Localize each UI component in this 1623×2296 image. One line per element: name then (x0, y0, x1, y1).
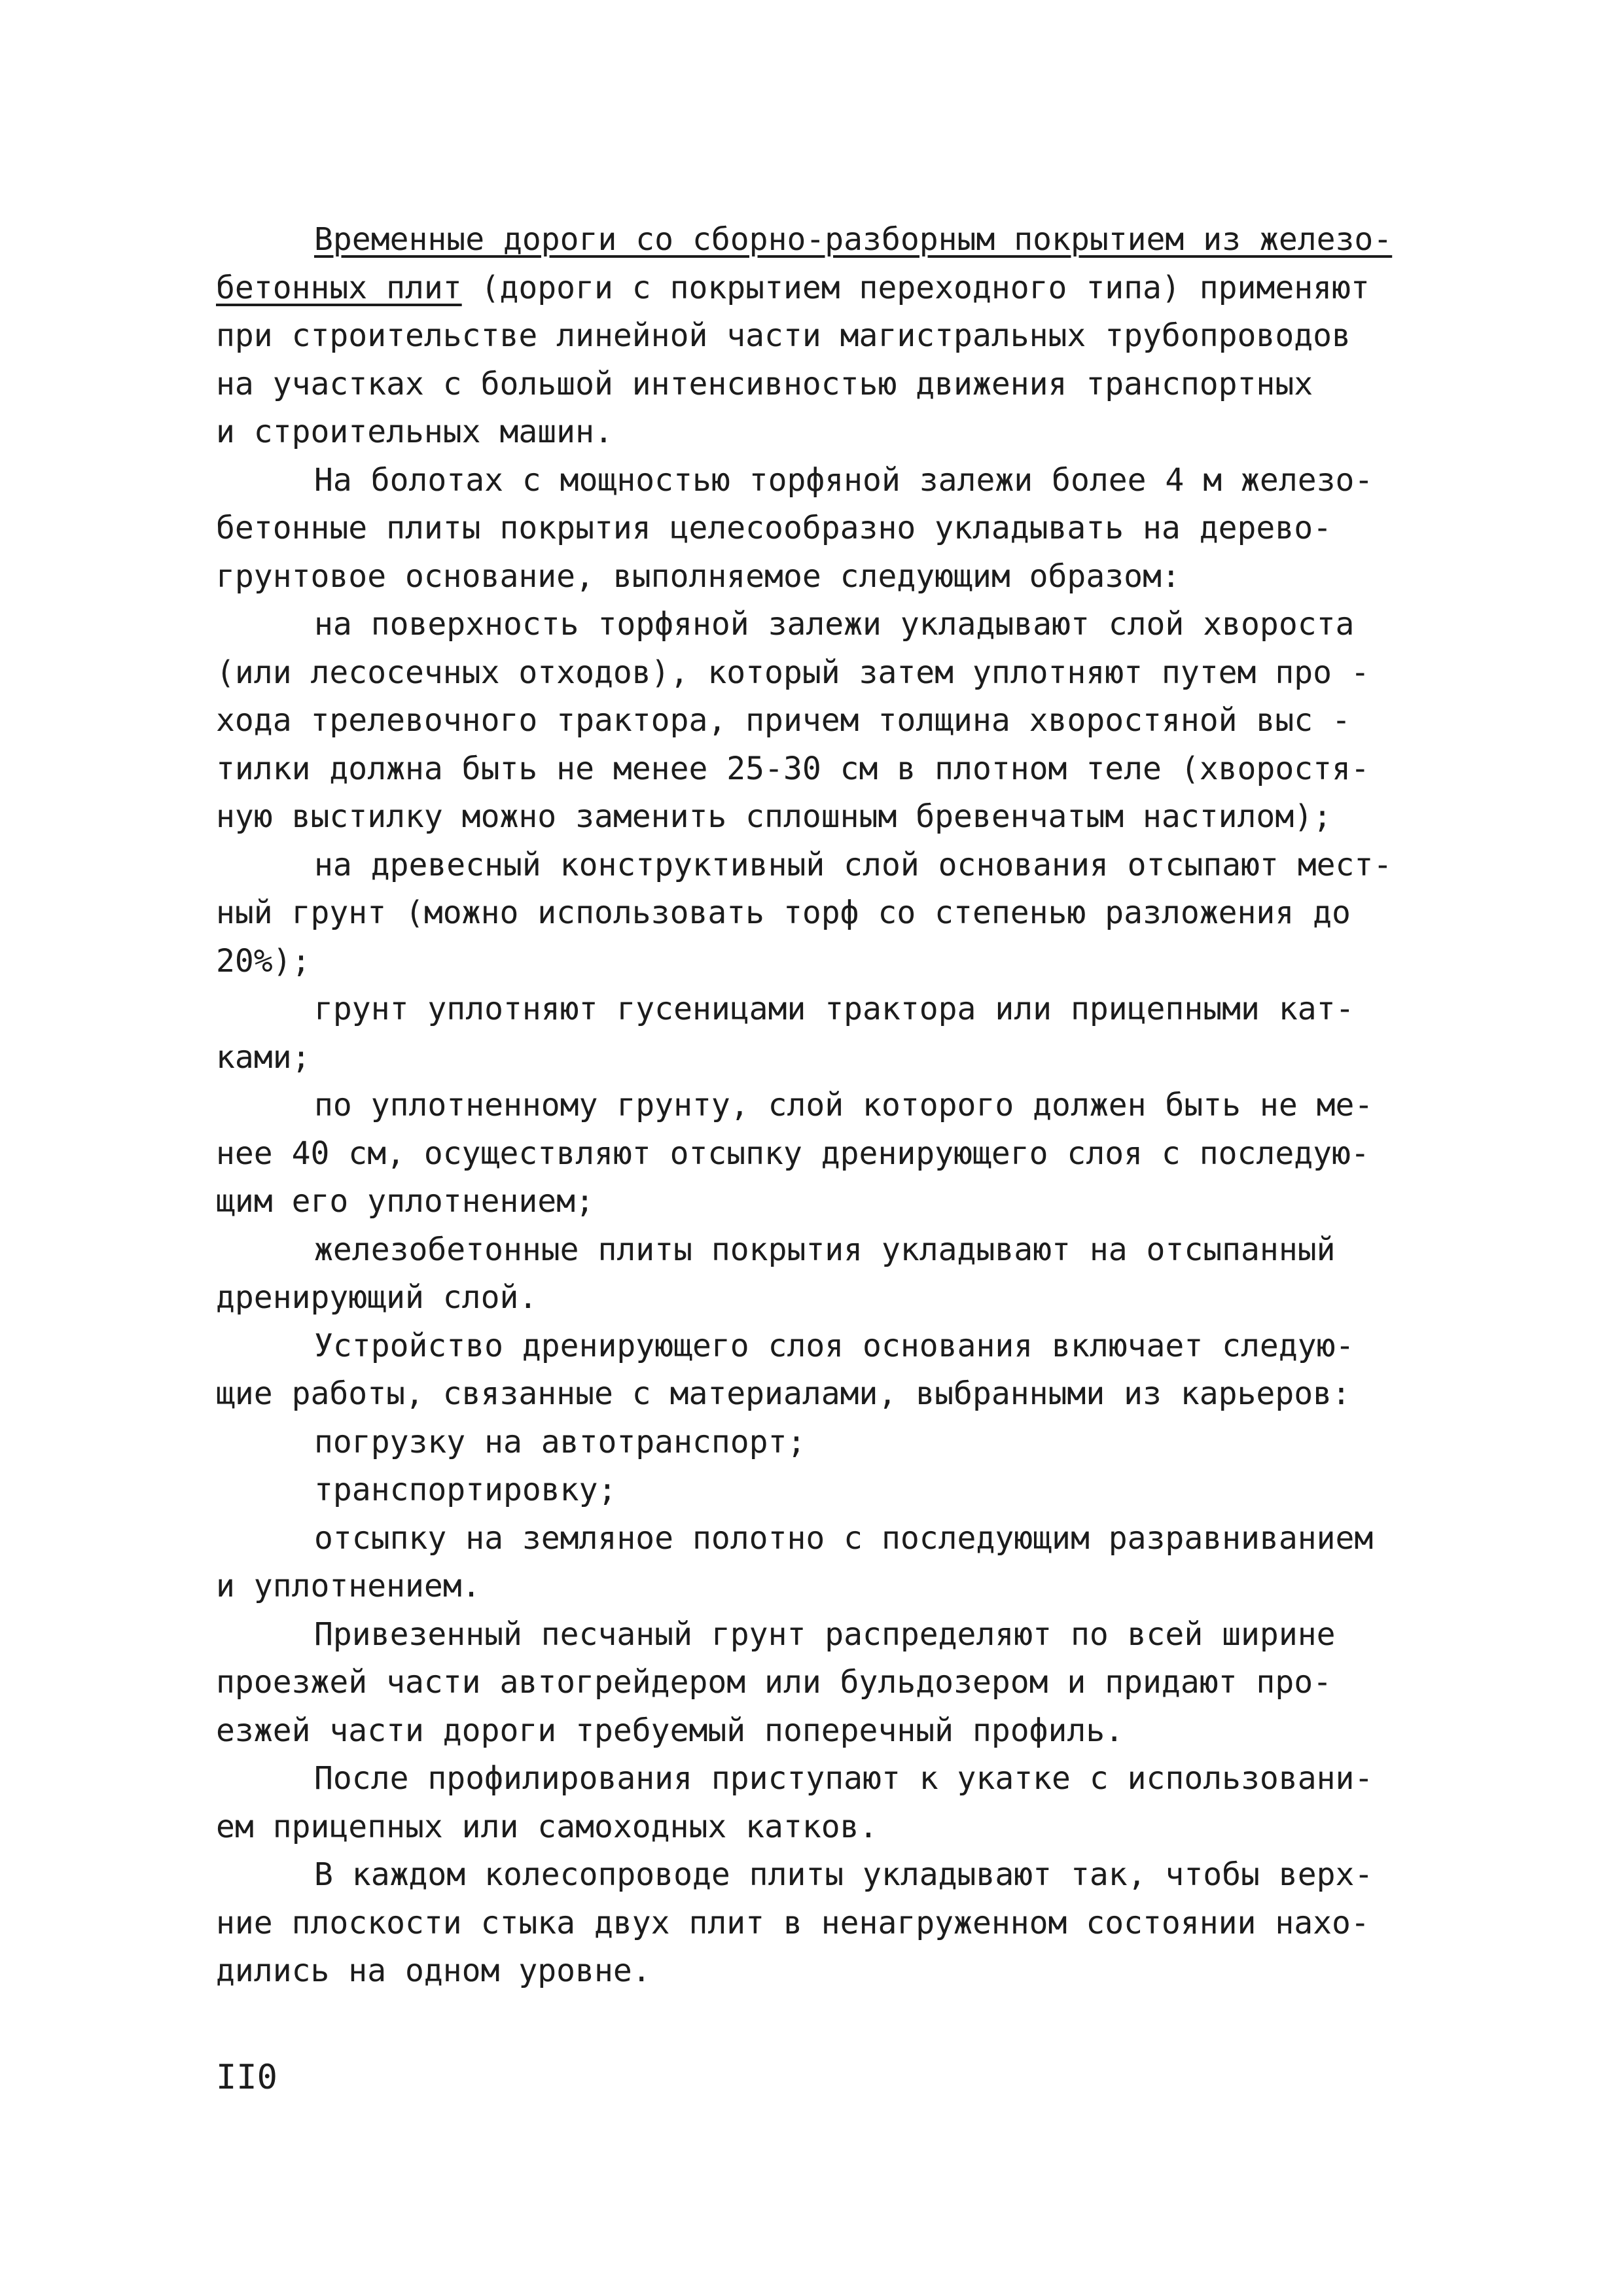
text-line (216, 361, 1414, 409)
line-text: щие работы, связанные с материалами, выбранными из карьеров: (216, 1375, 1351, 1412)
line-text: грунт уплотняют гусеницами трактора или прицепными кат- (314, 991, 1355, 1027)
text-line (216, 216, 1414, 264)
line-text: железобетонные плиты покрытия укладывают на отсыпанный (314, 1231, 1336, 1268)
text-line (216, 1515, 1414, 1563)
line-text: ками; (216, 1038, 311, 1076)
line-text: (дороги с покрытием переходного типа) применяют (461, 269, 1370, 306)
text-line (216, 1322, 1414, 1371)
text-line (216, 1178, 1414, 1226)
text-line (216, 1899, 1414, 1948)
line-text: дились на одном уровне. (216, 1952, 651, 1989)
text-line (216, 793, 1414, 841)
text-line (216, 1947, 1414, 1996)
line-text: на поверхность торфяной залежи укладывают слой хвороста (314, 606, 1355, 643)
text-line (216, 1226, 1414, 1275)
text-line (216, 745, 1414, 794)
page-number: II0 (216, 2058, 277, 2097)
text-line (216, 985, 1414, 1034)
line-text: при строительстве линейной части магистральных трубопроводов (216, 317, 1351, 354)
text-line (216, 1274, 1414, 1322)
text-line (216, 457, 1414, 505)
text-line (216, 1419, 1414, 1467)
line-text: на древесный конструктивный слой основания отсыпают мест- (314, 846, 1393, 883)
text-line (216, 1034, 1414, 1082)
line-text: Устройство дренирующего слоя основания включает следую- (314, 1327, 1355, 1364)
text-line (216, 1707, 1414, 1756)
body-text (216, 216, 1414, 1996)
line-text: ние плоскости стыка двух плит в ненагруженном состоянии нахо- (216, 1904, 1370, 1941)
line-text: и строительных машин. (216, 414, 613, 450)
line-text: проезжей части автогрейдером или бульдозером и придают про- (216, 1664, 1332, 1701)
line-text: отсыпку на земляное полотно с последующим разравниванием (314, 1519, 1374, 1557)
text-line (216, 1370, 1414, 1419)
text-line (216, 312, 1414, 361)
line-text: погрузку на автотранспорт; (314, 1423, 806, 1460)
text-line (216, 1803, 1414, 1852)
text-line (216, 649, 1414, 698)
text-line (216, 1755, 1414, 1803)
text-line (216, 1611, 1414, 1659)
text-line (216, 1082, 1414, 1130)
line-text: 20%); (216, 942, 311, 980)
underlined-heading-text: бетонных плит (216, 269, 462, 306)
line-text: на участках с большой интенсивностью движения транспортных (216, 365, 1313, 402)
line-text: ный грунт (можно использовать торф со степенью разложения до (216, 894, 1351, 931)
line-text: ную выстилку можно заменить сплошным бревенчатым настилом); (216, 798, 1332, 835)
text-line (216, 264, 1414, 313)
text-line (216, 1563, 1414, 1611)
text-line (216, 889, 1414, 938)
text-line (216, 601, 1414, 649)
line-text: бетонные плиты покрытия целесообразно укладывать на дерево- (216, 510, 1332, 546)
text-line (216, 938, 1414, 986)
text-line (216, 1659, 1414, 1707)
line-text: езжей части дороги требуемый поперечный профиль. (216, 1712, 1124, 1749)
line-text: В каждом колесопроводе плиты укладывают так, чтобы верх- (314, 1856, 1374, 1893)
text-line (216, 408, 1414, 457)
line-text: транспортировку; (314, 1472, 617, 1508)
text-line (216, 697, 1414, 745)
text-line (216, 553, 1414, 601)
underlined-heading-text: Временные дороги со сборно-разборным покрытием из железо- (314, 221, 1393, 258)
line-text: и уплотнением. (216, 1568, 481, 1604)
text-line (216, 841, 1414, 890)
line-text: щим его уплотнением; (216, 1183, 594, 1220)
line-text: После профилирования приступают к укатке с использовани- (314, 1760, 1374, 1797)
text-line (216, 504, 1414, 553)
line-text: На болотах с мощностью торфяной залежи более 4 м железо- (314, 461, 1374, 499)
line-text: (или лесосечных отходов), который затем уплотняют путем про - (216, 654, 1370, 691)
line-text: нее 40 см, осуществляют отсыпку дренирующего слоя с последую- (216, 1135, 1370, 1172)
text-line (216, 1130, 1414, 1178)
line-text: Привезенный песчаный грунт распределяют по всей ширине (314, 1616, 1336, 1653)
line-text: дренирующий слой. (216, 1279, 538, 1316)
line-text: тилки должна быть не менее 25-30 см в плотном теле (хворостя- (216, 750, 1370, 787)
line-text: хода трелевочного трактора, причем толщина хворостяной выс - (216, 702, 1351, 739)
line-text: по уплотненному грунту, слой которого должен быть не ме- (314, 1087, 1374, 1123)
text-line (216, 1466, 1414, 1515)
line-text: грунтовое основание, выполняемое следующим образом: (216, 557, 1181, 595)
text-line (216, 1851, 1414, 1899)
line-text: ем прицепных или самоходных катков. (216, 1808, 878, 1845)
